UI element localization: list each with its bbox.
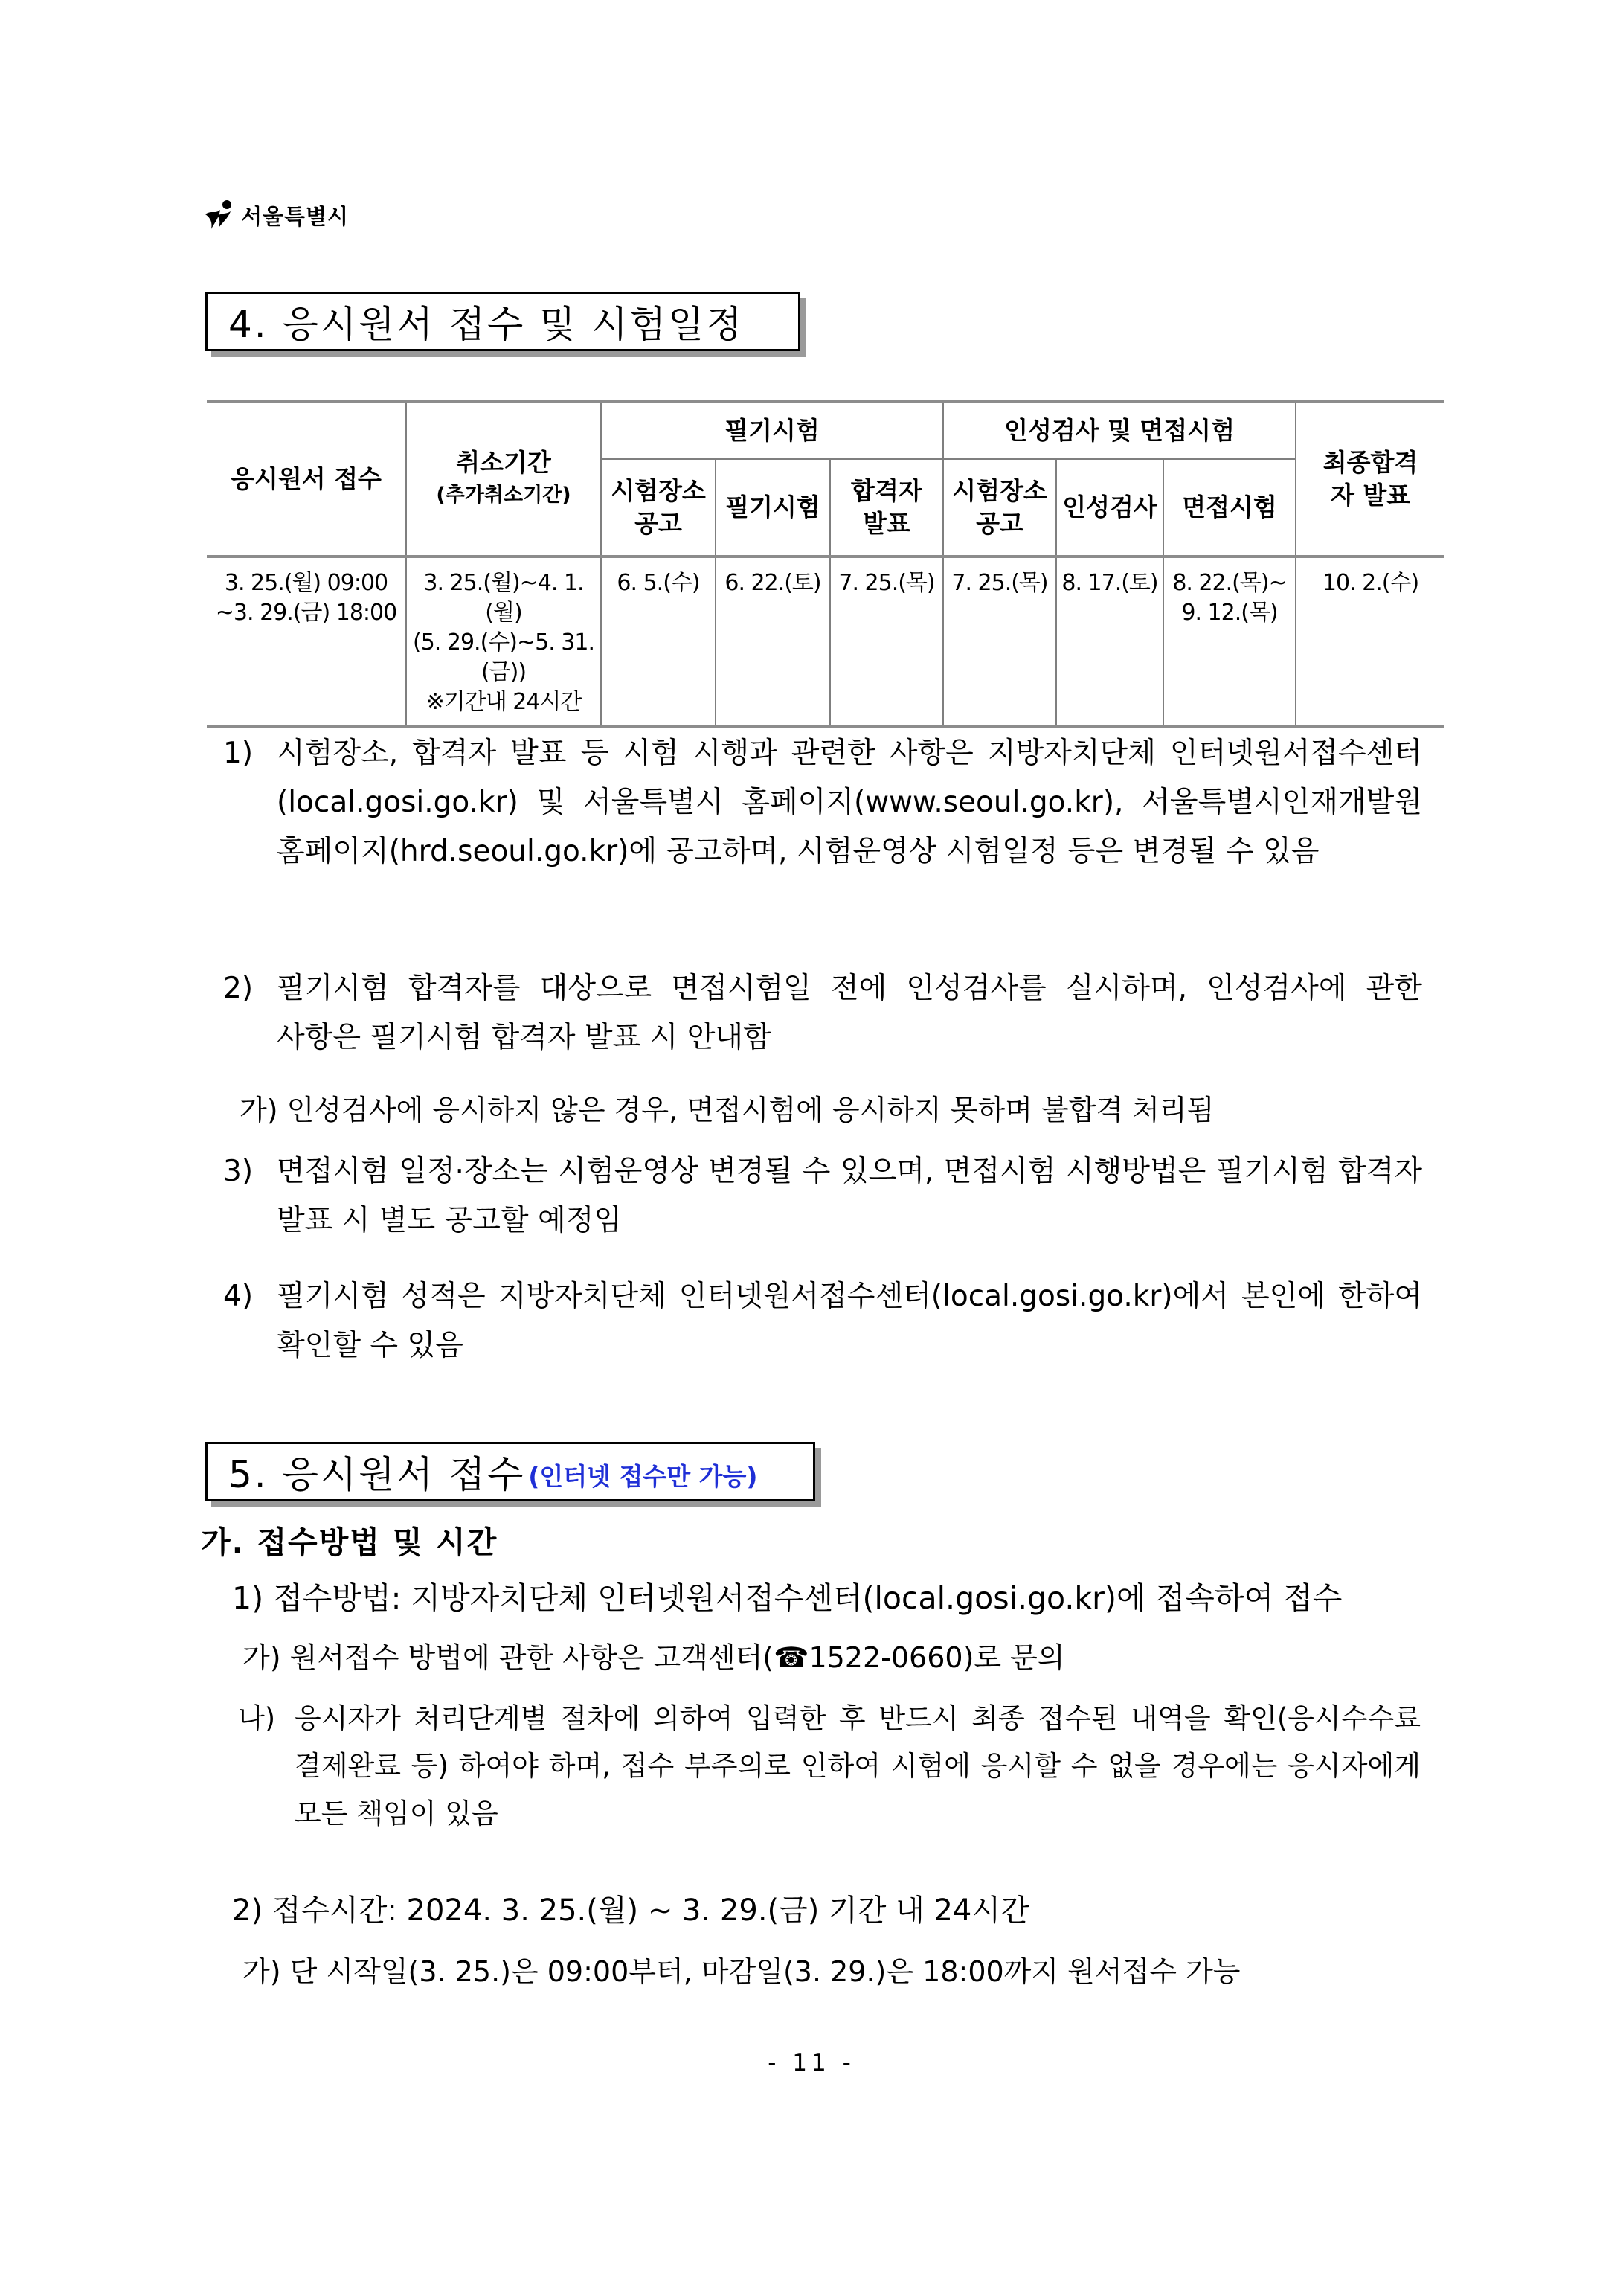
seoul-logo [202,198,349,232]
item-2 [232,1888,1029,1933]
item-1-na-text: 응시자가 처리단계별 절차에 의하여 입력한 후 반드시 최종 접수된 내역을 확인(응시수수료 결제완료 등) 하여야 하며, 접수 부주의로 인하여 시험에 응시할 수 없을 경우에는 응시자에게 모든 책임이 있음 [295,1702,1421,1830]
item-2-ga-text: 단 시작일(3. 25.)은 09:00부터, 마감일(3. 29.)은 18:00까지 원서접수 가능 [289,1955,1241,1988]
item-1-ga [242,1635,1065,1680]
cell-receipt [207,557,406,726]
item-1-text: 접수방법: 지방자치단체 인터넷원서접수센터(local.gosi.go.kr)에 접속하여 접수 [273,1580,1343,1616]
header-cancel-sub: (추가취소기간) [436,484,571,507]
seoul-logo-icon [202,198,237,232]
note-2-ga [240,1088,1214,1132]
note-4-text: 필기시험 성적은 지방자치단체 인터넷원서접수센터(local.gosi.go.kr)에서 본인에 한하여 확인할 수 있음 [277,1280,1422,1362]
item-1-ga-text: 원서접수 방법에 관한 사항은 고객센터(☎1522-0660)로 문의 [289,1641,1065,1674]
header-final-announcement: 최종합격자 발표 [1296,402,1444,557]
item-1-ga-label: 가) [242,1641,281,1674]
item-2-ga-label: 가) [242,1955,281,1988]
cell-interview-exam [1163,557,1296,726]
note-1-label: 1) [223,737,254,770]
note-2 [223,964,1422,1062]
header-written-exam: 필기시험 [601,402,943,459]
cell-interview-line2: 9. 12.(목) [1181,600,1278,626]
item-1 [232,1576,1342,1620]
header-receipt: 응시원서 접수 [207,402,406,557]
header-written-exam-date: 필기시험 [716,459,830,557]
cell-receipt-line2: ~3. 29.(금) 18:00 [215,600,397,626]
note-3 [223,1147,1422,1245]
note-1 [223,729,1422,876]
section-5-heading [205,1442,815,1501]
note-2-label: 2) [223,972,254,1005]
note-2-text: 필기시험 합격자를 대상으로 면접시험일 전에 인성검사를 실시하며, 인성검사에 관한 사항은 필기시험 합격자 발표 시 안내함 [277,972,1422,1054]
item-2-label: 2) [232,1893,263,1928]
page-number: - 11 - [768,2050,855,2077]
cell-cancel-line2: (5. 29.(수)~5. 31.(금)) [413,629,594,685]
item-1-na [238,1695,1421,1838]
item-2-ga [242,1949,1241,1994]
header-written-pass: 합격자 발표 [830,459,943,557]
item-2-text: 접수시간: 2024. 3. 25.(월) ~ 3. 29.(금) 기간 내 24시간 [271,1893,1029,1928]
note-4 [223,1272,1422,1370]
cell-interview-venue: 7. 25.(목) [943,557,1056,726]
exam-schedule-table [207,400,1444,728]
note-3-label: 3) [223,1155,254,1188]
section-5-subtitle: (인터넷 접수만 가능) [528,1461,758,1491]
cell-final-announcement: 10. 2.(수) [1296,557,1444,726]
note-3-text: 면접시험 일정·장소는 시험운영상 변경될 수 있으며, 면접시험 시행방법은 필기시험 합격자 발표 시 별도 공고할 예정임 [277,1155,1422,1237]
header-written-venue: 시험장소 공고 [601,459,716,557]
table-row [207,557,1444,726]
cell-written-venue: 6. 5.(수) [601,557,716,726]
note-4-label: 4) [223,1280,254,1313]
header-personality-test: 인성검사 [1056,459,1163,557]
header-interview-venue: 시험장소 공고 [943,459,1056,557]
cell-cancel-line3: ※기간내 24시간 [425,689,582,715]
section-4-heading [205,292,800,351]
section-4-title: 4. 응시원서 접수 및 시험일정 [228,303,745,346]
section-5-title: 5. 응시원서 접수 [228,1453,526,1496]
cell-interview-line1: 8. 22.(목)~ [1172,570,1287,596]
cell-personality-test: 8. 17.(토) [1056,557,1163,726]
item-1-na-label: 나) [238,1702,276,1734]
subheading-method-time: 가. 접수방법 및 시간 [201,1524,498,1560]
cell-written-exam: 6. 22.(토) [716,557,830,726]
note-2-ga-label: 가) [240,1094,278,1126]
cell-cancel [406,557,601,726]
cell-receipt-line1: 3. 25.(월) 09:00 [224,570,388,596]
note-1-text: 시험장소, 합격자 발표 등 시험 시행과 관련한 사항은 지방자치단체 인터넷원서접수센터(local.gosi.go.kr) 및 서울특별시 홈페이지(www.seoul.go.kr), 서울특별시인재개발원 홈페이지(hrd.seoul.go.kr)에 공고하며, 시험운영상 시험일정 등은 변경될 수 있음 [277,737,1422,868]
note-2-ga-text: 인성검사에 응시하지 않은 경우, 면접시험에 응시하지 못하며 불합격 처리됨 [286,1094,1215,1126]
cell-cancel-line1: 3. 25.(월)~4. 1.(월) [423,570,584,626]
header-interview-exam: 면접시험 [1163,459,1296,557]
item-1-label: 1) [232,1580,264,1616]
header-cancel-title: 취소기간 [456,448,551,477]
cell-written-pass: 7. 25.(목) [830,557,943,726]
header-cancel [406,402,601,557]
org-name: 서울특별시 [241,203,350,229]
header-personality-interview: 인성검사 및 면접시험 [943,402,1296,459]
